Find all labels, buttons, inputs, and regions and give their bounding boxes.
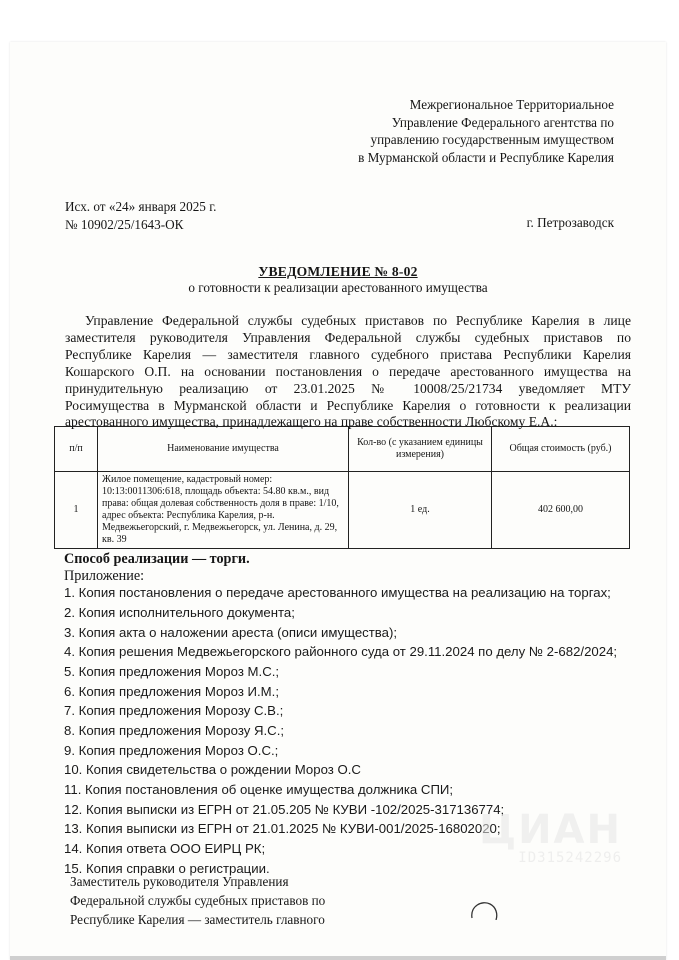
sale-method: Способ реализации — торги. xyxy=(64,551,250,567)
outgoing-number: № 10902/25/1643-ОК xyxy=(65,216,184,232)
outgoing-date: Исх. от «24» января 2025 г. xyxy=(65,199,217,214)
cell-name: Жилое помещение, кадастровый номер: 10:13:0011306:618, площадь объекта: 54.80 кв.м., вид права: общая долевая собственность доля в праве: 1/10, адрес объекта: Республика Карелия, р-н. Медвежьегорский, г. Медвежьегорск, ул. Ленина, д. 29, кв. 39 xyxy=(98,472,349,549)
document-page xyxy=(10,42,666,960)
header-qty: Кол-во (с указанием единицы измерения) xyxy=(349,427,492,472)
recipient-block xyxy=(358,96,614,166)
header-num: п/п xyxy=(55,427,98,472)
body-line: заместителя руководителя Управления Федеральной службы судебных приставов по xyxy=(65,330,631,345)
appendix-item: 1. Копия постановления о передаче арестованного имущества на реализацию на торгах; xyxy=(64,585,611,600)
appendix-item: 9. Копия предложения Мороз О.С.; xyxy=(64,743,279,758)
appendix-item: 15. Копия справки о регистрации. xyxy=(64,861,270,876)
watermark-id: ID315242296 xyxy=(518,850,622,866)
page-edge xyxy=(10,956,666,960)
outgoing-reference xyxy=(65,198,216,233)
table-row xyxy=(55,472,630,549)
recipient-line: Межрегиональное Территориальное xyxy=(409,97,614,112)
body-line: Республике Карелия — заместителя главного судебного пристава Республики Карелия xyxy=(65,347,631,362)
cell-cost: 402 600,00 xyxy=(492,472,630,549)
appendix-item: 14. Копия ответа ООО ЕИРЦ РК; xyxy=(64,841,266,856)
table-header-row xyxy=(55,427,630,472)
appendix-title: Приложение: xyxy=(64,568,145,584)
appendix-item: 4. Копия решения Медвежьегорского районного суда от 29.11.2024 по делу № 2-682/2024; xyxy=(64,644,618,659)
appendix-item: 3. Копия акта о наложении ареста (описи имущества); xyxy=(64,625,398,640)
body-line: Росимущества в Мурманской области и Республике Карелия о готовности к реализации xyxy=(65,398,631,413)
watermark xyxy=(478,807,622,866)
appendix-item: 10. Копия свидетельства о рождении Мороз О.С xyxy=(64,762,361,777)
appendix-item: 7. Копия предложения Морозу С.В.; xyxy=(64,703,284,718)
cell-qty: 1 ед. xyxy=(349,472,492,549)
header-cost: Общая стоимость (руб.) xyxy=(492,427,630,472)
signature-mark-icon xyxy=(466,896,506,920)
notice-title: УВЕДОМЛЕНИЕ № 8-02 xyxy=(258,264,418,279)
appendix-item: 12. Копия выписки из ЕГРН от 21.05.205 № КУВИ -102/2025-317136774; xyxy=(64,802,505,817)
appendix-item: 2. Копия исполнительного документа; xyxy=(64,605,295,620)
appendix-item: 8. Копия предложения Морозу Я.С.; xyxy=(64,723,285,738)
appendix-item: 6. Копия предложения Мороз И.М.; xyxy=(64,684,279,699)
cell-num: 1 xyxy=(55,472,98,549)
signature-line: Республике Карелия — заместитель главного xyxy=(70,912,325,927)
recipient-line: управлению государственным имуществом xyxy=(370,132,614,147)
body-line: Управление Федеральной службы судебных приставов по Республике Карелия в лице xyxy=(85,313,631,328)
signature-line: Заместитель руководителя Управления xyxy=(70,874,289,889)
appendix-item: 5. Копия предложения Мороз М.С.; xyxy=(64,664,280,679)
body-line: арестованного имущества, принадлежащего на праве собственности Любскому Е.А.: xyxy=(65,414,558,429)
signature-block xyxy=(70,872,325,929)
city: г. Петрозаводск xyxy=(526,215,614,230)
header-name: Наименование имущества xyxy=(98,427,349,472)
body-line: Кошарского О.П. на основании постановления о передаче арестованного имущества на xyxy=(65,364,631,379)
appendix-item: 11. Копия постановления об оценке имущества должника СПИ; xyxy=(64,782,454,797)
notice-subtitle: о готовности к реализации арестованного имущества xyxy=(188,280,488,295)
recipient-line: в Мурманской области и Республике Карелия xyxy=(358,149,614,165)
watermark-logo: ЦИАН xyxy=(478,807,622,853)
appendix-item: 13. Копия выписки из ЕГРН от 21.01.2025 № КУВИ-001/2025-16802020; xyxy=(64,821,501,836)
property-table xyxy=(54,426,630,549)
body-line: принудительную реализацию от 23.01.2025 № 10008/25/21734 уведомляет МТУ xyxy=(65,381,631,396)
signature-line: Федеральной службы судебных приставов по xyxy=(70,893,326,908)
recipient-line: Управление Федерального агентства по xyxy=(391,114,614,130)
